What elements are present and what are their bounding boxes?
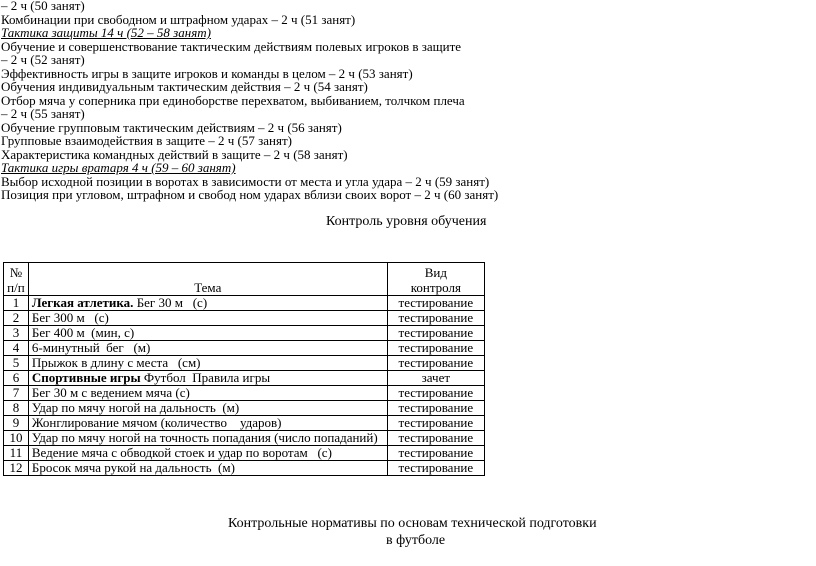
- plan-line: Эффективность игры в защите игроков и команды в целом – 2 ч (53 занят): [1, 65, 413, 81]
- plan-line: Позиция при угловом, штрафном и свобод ном ударах вблизи своих ворот – 2 ч (60 занят): [1, 187, 499, 202]
- plan-line: Групповые взаимодействия в защите – 2 ч (57 занят): [1, 133, 292, 148]
- plan-line: Тактика игры вратаря 4 ч (59 – 60 занят): [1, 160, 236, 175]
- table-row: [4, 326, 485, 341]
- bottom-heading-line2: в футболе: [386, 533, 446, 548]
- table-header-row: [4, 263, 485, 296]
- row-topic: Удар по мячу ногой на точность попадания (число попаданий): [31, 430, 378, 445]
- row-topic: Футбол Правила игры: [140, 370, 271, 385]
- row-topic-cell: [28, 326, 387, 341]
- row-control-kind: зачет: [387, 371, 484, 386]
- row-control-kind: тестирование: [387, 431, 484, 446]
- plan-line: Выбор исходной позиции в воротах в зависимости от места и угла удара – 2 ч (59 занят): [1, 173, 490, 189]
- row-topic: Бросок мяча рукой на дальность (м): [31, 460, 235, 475]
- table-row: [4, 296, 485, 311]
- plan-line: Обучения индивидуальным тактическим действия – 2 ч (54 занят): [1, 79, 368, 94]
- table-row: [4, 356, 485, 371]
- plan-line: Отбор мяча у соперника при единоборстве перехватом, выбиванием, толчком плеча: [1, 92, 465, 108]
- row-topic-cell: [28, 296, 387, 311]
- control-heading: Контроль уровня обучения: [326, 214, 487, 229]
- row-topic-cell: [28, 371, 387, 386]
- header-kind-line2: контроля: [410, 280, 461, 295]
- row-topic-cell: [28, 461, 387, 476]
- table-row: [4, 446, 485, 461]
- row-number: 7: [4, 386, 29, 401]
- plan-line: Обучение и совершенствование тактическим действиям полевых игроков в защите: [1, 38, 462, 54]
- row-number: 10: [4, 431, 29, 446]
- header-num-line1: №: [9, 265, 23, 280]
- row-control-kind: тестирование: [387, 341, 484, 356]
- row-number: 5: [4, 356, 29, 371]
- row-section-title: Спортивные игры: [31, 370, 141, 385]
- header-topic: Тема: [194, 280, 222, 295]
- row-number: 12: [4, 461, 29, 476]
- row-control-kind: тестирование: [387, 416, 484, 431]
- row-topic-cell: [28, 356, 387, 371]
- table-row: [4, 311, 485, 326]
- row-control-kind: тестирование: [387, 401, 484, 416]
- row-topic: Бег 30 м с ведением мяча (с): [31, 385, 190, 400]
- row-topic-cell: [28, 446, 387, 461]
- plan-line: – 2 ч (50 занят): [1, 0, 85, 13]
- row-number: 4: [4, 341, 29, 356]
- row-topic: Удар по мячу ногой на дальность (м): [31, 400, 240, 415]
- row-number: 8: [4, 401, 29, 416]
- table-row: [4, 371, 485, 386]
- header-topic-cell: [28, 263, 387, 296]
- row-number: 3: [4, 326, 29, 341]
- row-control-kind: тестирование: [387, 461, 484, 476]
- row-topic: Прыжок в длину с места (см): [31, 355, 201, 370]
- row-topic-cell: [28, 386, 387, 401]
- row-topic: 6-минутный бег (м): [31, 340, 151, 355]
- row-section-title: Легкая атлетика.: [31, 295, 134, 310]
- table-row: [4, 431, 485, 446]
- row-topic: Бег 30 м (с): [133, 295, 208, 310]
- plan-line: – 2 ч (55 занят): [1, 106, 85, 121]
- row-topic: Жонглирование мячом (количество ударов): [31, 415, 282, 430]
- table-row: [4, 341, 485, 356]
- row-control-kind: тестирование: [387, 386, 484, 401]
- row-topic-cell: [28, 311, 387, 326]
- table-row: [4, 416, 485, 431]
- row-topic: Ведение мяча с обводкой стоек и удар по воротам (с): [31, 445, 332, 460]
- row-control-kind: тестирование: [387, 311, 484, 326]
- row-topic-cell: [28, 341, 387, 356]
- row-control-kind: тестирование: [387, 326, 484, 341]
- header-num-line2: п/п: [7, 280, 25, 295]
- row-number: 1: [4, 296, 29, 311]
- row-topic-cell: [28, 416, 387, 431]
- row-topic: Бег 300 м (с): [31, 310, 109, 325]
- plan-line: Тактика защиты 14 ч (52 – 58 занят): [1, 25, 211, 40]
- row-topic: Бег 400 м (мин, с): [31, 325, 135, 340]
- row-control-kind: тестирование: [387, 296, 484, 311]
- table-row: [4, 401, 485, 416]
- plan-line: Характеристика командных действий в защите – 2 ч (58 занят): [1, 146, 348, 162]
- table-row: [4, 461, 485, 476]
- plan-line: – 2 ч (52 занят): [1, 52, 85, 67]
- row-number: 2: [4, 311, 29, 326]
- header-kind-cell: [387, 263, 484, 296]
- row-number: 11: [4, 446, 29, 461]
- header-num-cell: [4, 263, 29, 296]
- row-number: 6: [4, 371, 29, 386]
- row-topic-cell: [28, 401, 387, 416]
- row-number: 9: [4, 416, 29, 431]
- row-control-kind: тестирование: [387, 446, 484, 461]
- header-kind-line1: Вид: [424, 265, 447, 280]
- row-topic-cell: [28, 431, 387, 446]
- control-table: [3, 262, 485, 476]
- table-row: [4, 386, 485, 401]
- plan-line: Обучение групповым тактическим действиям – 2 ч (56 занят): [1, 119, 342, 135]
- plan-line: Комбинации при свободном и штрафном ударах – 2 ч (51 занят): [1, 11, 356, 27]
- row-control-kind: тестирование: [387, 356, 484, 371]
- bottom-heading-line1: Контрольные нормативы по основам технической подготовки: [228, 516, 597, 531]
